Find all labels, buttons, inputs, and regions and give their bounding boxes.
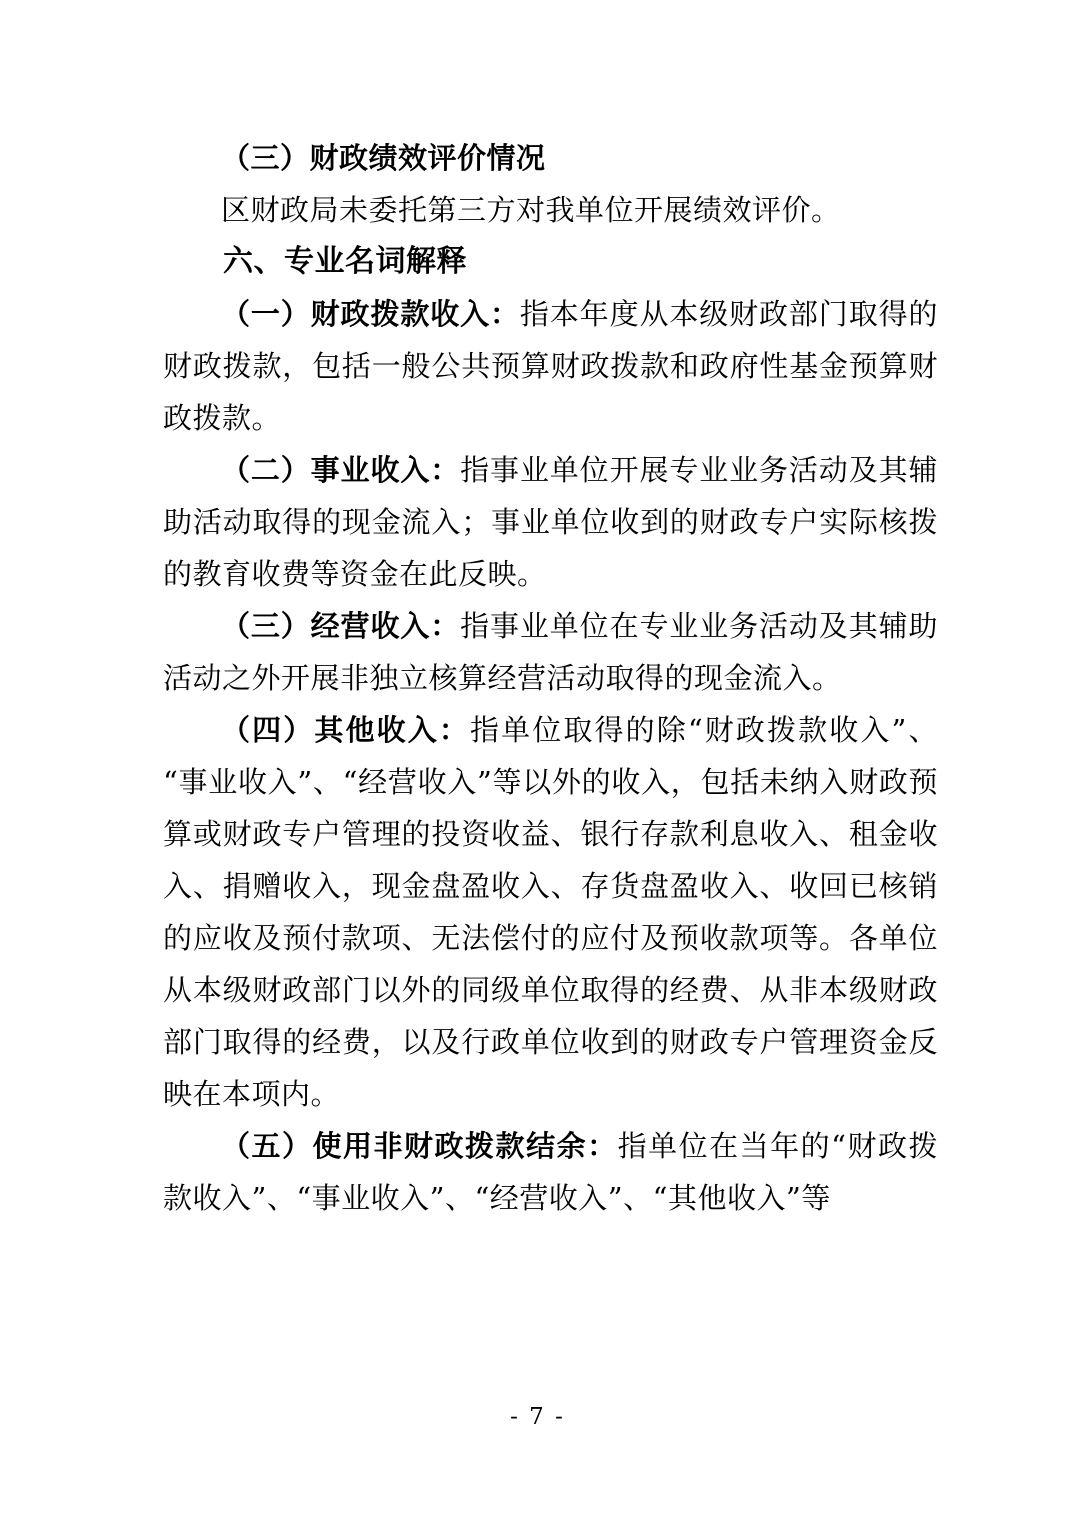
term-definition-fiscal-appropriation-income (163, 288, 938, 444)
term-definition-text: 指事业单位开展专业业务活动及其辅助活动取得的现金流入；事业单位收到的财政专户实际核拨的教育收费等资金在此反映。 (163, 453, 938, 591)
term-definition-operational-income (163, 444, 938, 600)
term-definition-text: 指单位取得的除“财政拨款收入”、“事业收入”、“经营收入”等以外的收入，包括未纳入财政预算或财政专户管理的投资收益、银行存款利息收入、租金收入、捐赠收入，现金盘盈收入、存货盘盈收入、收回已核销的应收及预付款项、无法偿付的应付及预收款项等。各单位从本级财政部门以外的同级单位取得的经费、从非本级财政部门取得的经费，以及行政单位收到的财政专户管理资金反映在本项内。 (163, 713, 938, 1111)
paragraph-performance-evaluation-body: 区财政局未委托第三方对我单位开展绩效评价。 (221, 193, 841, 227)
term-definition-other-income (163, 704, 938, 1120)
term-lead-label: （五）使用非财政拨款结余： (221, 1129, 618, 1163)
term-lead-label: （三）经营收入： (221, 609, 461, 643)
document-text-block (163, 132, 938, 1224)
section-subheading-performance-evaluation: （三）财政绩效评价情况 (221, 141, 546, 175)
term-definition-non-fiscal-balance (163, 1120, 938, 1224)
term-definition-text: 指本年度从本级财政部门取得的财政拨款，包括一般公共预算财政拨款和政府性基金预算财政拨款。 (163, 297, 938, 435)
page-number: - 7 - (510, 1404, 565, 1430)
term-definition-text: 指单位在当年的“财政拨款收入”、“事业收入”、“经营收入”、“其他收入”等 (163, 1129, 938, 1215)
section-heading-terminology: 六、专业名词解释 (223, 244, 467, 279)
term-definition-business-income (163, 600, 938, 704)
term-definition-text: 指事业单位在专业业务活动及其辅助活动之外开展非独立核算经营活动取得的现金流入。 (163, 609, 938, 695)
term-lead-label: （二）事业收入： (221, 453, 461, 487)
term-lead-label: （四）其他收入： (221, 713, 470, 747)
term-lead-label: （一）财政拨款收入： (221, 297, 520, 331)
